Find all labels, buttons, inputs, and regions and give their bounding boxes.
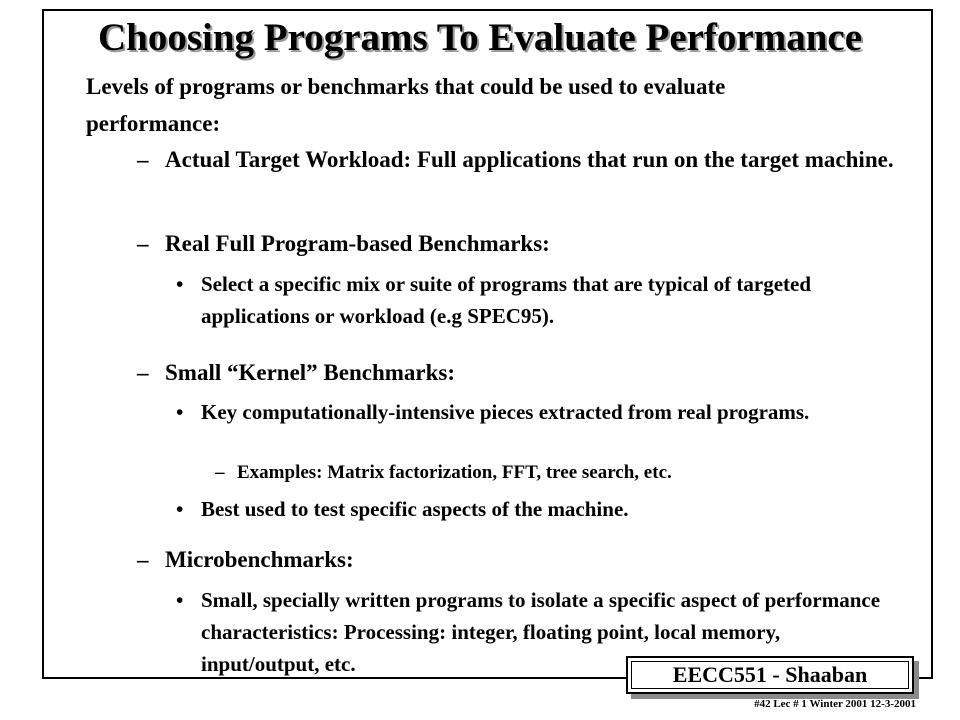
dash-marker: – [137,231,149,256]
item-text: Real Full Program-based Benchmarks: [165,231,550,256]
intro-line-2: performance: [86,111,221,136]
course-badge [626,656,914,694]
intro-paragraph [86,68,886,142]
dash-marker: – [137,360,149,385]
bullet-marker: • [176,497,184,521]
dash-marker: – [137,147,149,172]
bullet-text: Best used to test specific aspects of the machine. [201,497,629,521]
item-text: Actual Target Workload: Full applications that run on the target machine. [165,147,894,172]
item-text: Small “Kernel” Benchmarks: [165,360,456,385]
course-badge-label: EECC551 - Shaaban [631,661,909,689]
item-real-full-program-benchmarks [137,230,897,258]
sub-item-text: Examples: Matrix factorization, FFT, tree search, etc. [237,462,672,483]
bullet-select-mix [176,268,896,332]
item-microbenchmarks [137,546,897,574]
item-actual-target-workload [137,146,897,174]
slide-title: Choosing Programs To Evaluate Performance [97,16,863,59]
bullet-best-used [176,493,896,525]
dash-marker: – [215,462,225,483]
bullet-marker: • [176,400,184,424]
slide-footer: #42 Lec # 1 Winter 2001 12-3-2001 [754,698,916,710]
bullet-text: Key computationally-intensive pieces extracted from real programs. [201,400,810,424]
sub-item-examples [215,461,875,485]
intro-line-1: Levels of programs or benchmarks that could be used to evaluate [86,74,726,99]
item-text: Microbenchmarks: [165,547,354,572]
bullet-text: Small, specially written programs to isolate a specific aspect of performance characteristics: Processing: integer, floating point, local memory, input/output, etc. [201,588,881,676]
bullet-marker: • [176,272,184,296]
dash-marker: – [137,547,149,572]
bullet-key-pieces [176,398,896,426]
bullet-marker: • [176,588,184,612]
item-small-kernel-benchmarks [137,359,897,387]
bullet-text: Select a specific mix or suite of programs that are typical of targeted applications or workload (e.g SPEC95). [201,272,812,328]
